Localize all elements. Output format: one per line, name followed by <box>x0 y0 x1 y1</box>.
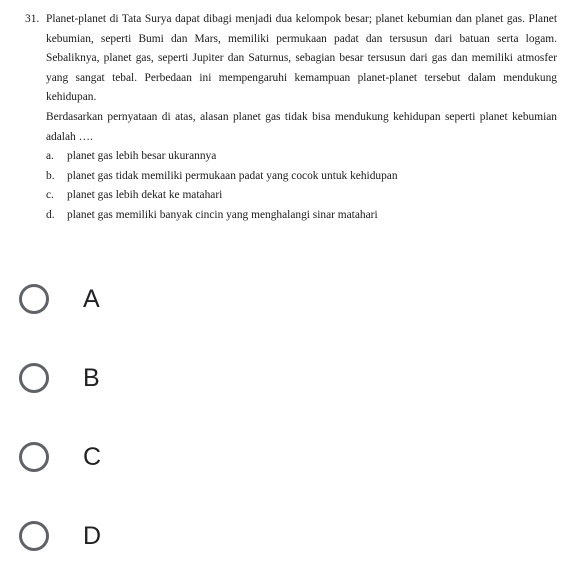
answer-choice-a[interactable] <box>18 276 100 322</box>
question-intro: Planet-planet di Tata Surya dapat dibagi menjadi dua kelompok besar; planet kebumian dan planet gas. Planet kebumian, seperti Bumi dan Mars, memiliki permukaan padat dan tersusun dari batuan serta logam. Sebaliknya, planet gas, seperti Jupiter dan Saturnus, sebagian besar tersusun dari gas dan memiliki atmosfer yang sangat tebal. Perbedaan ini mempengaruhi kemampuan planet-planet tersebut dalam mendukung kehidupan. <box>46 13 557 104</box>
answer-choice-d[interactable] <box>18 513 101 559</box>
radio-button-d[interactable] <box>19 521 49 551</box>
answer-label-a: A <box>83 284 100 313</box>
option-text: planet gas lebih dekat ke matahari <box>67 189 223 202</box>
question-body <box>46 108 557 226</box>
question-number: 31. <box>25 13 40 25</box>
option-a <box>46 147 557 167</box>
option-text: planet gas tidak memiliki permukaan padat yang cocok untuk kehidupan <box>67 169 398 182</box>
option-letter: b. <box>46 169 55 182</box>
question-prompt: Berdasarkan pernyataan di atas, alasan planet gas tidak bisa mendukung kehidupan seperti planet kebumian adalah …. <box>46 110 557 143</box>
option-letter: c. <box>46 189 54 202</box>
option-letter: d. <box>46 208 55 221</box>
question-header <box>25 10 557 108</box>
radio-button-c[interactable] <box>19 442 49 472</box>
answer-label-b: B <box>83 363 100 392</box>
answer-label-c: C <box>83 442 102 471</box>
radio-button-b[interactable] <box>19 363 49 393</box>
option-text: planet gas memiliki banyak cincin yang menghalangi sinar matahari <box>67 208 378 221</box>
answer-label-d: D <box>83 521 102 550</box>
option-text: planet gas lebih besar ukurannya <box>67 150 217 163</box>
radio-button-a[interactable] <box>19 284 49 314</box>
answer-choice-b[interactable] <box>18 355 100 401</box>
answer-choice-c[interactable] <box>18 434 101 480</box>
option-d <box>46 206 557 226</box>
question-block <box>25 10 557 226</box>
option-c <box>46 186 557 206</box>
option-b <box>46 167 557 187</box>
option-letter: a. <box>46 150 54 163</box>
